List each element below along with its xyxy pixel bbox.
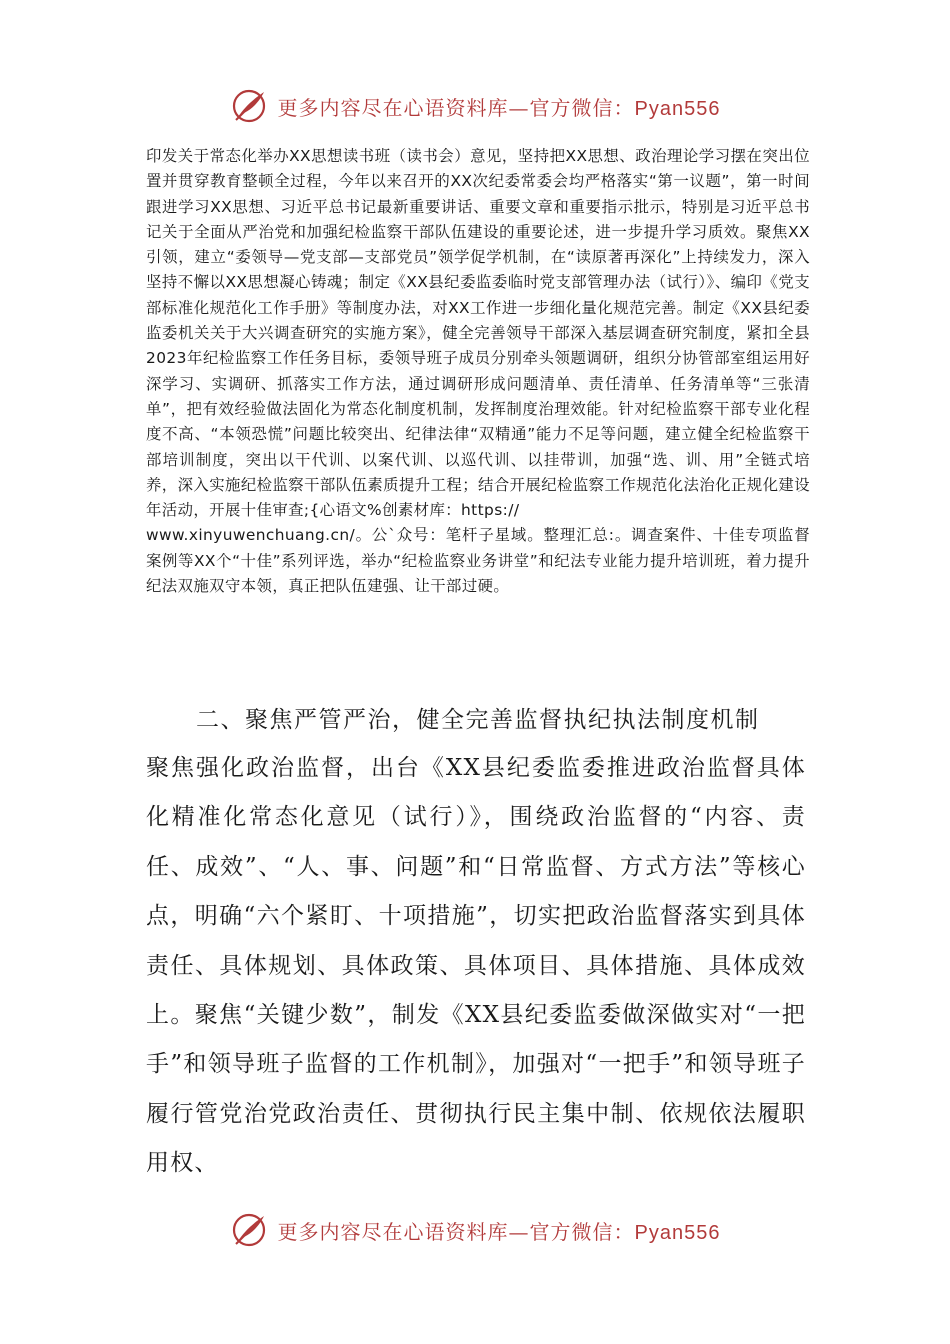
banner-text: 更多内容尽在心语资料库—官方微信：Pyan556	[277, 1219, 721, 1244]
body-paragraph-2: 聚焦强化政治监督，出台《XX县纪委监委推进政治监督具体化精准化常态化意见（试行）》，围绕政治监督的“内容、责任、成效”、“人、事、问题”和“日常监督、方式方法”等核心点，明确“六个紧盯、十项措施”，切实把政治监督落实到具体责任、具体规划、具体政策、具体项目、具体措施、具体成效上。聚焦“关键少数”，制发《XX县纪委监委做深做实对“一把手”和领导班子监督的工作机制》，加强对“一把手”和领导班子履行管党治党政治责任、贯彻执行民主集中制、依规依法履职用权、	[146, 755, 806, 1177]
header-banner	[0, 82, 950, 130]
section-heading: 二、聚焦严管严治，健全完善监督执纪执法制度机制	[196, 707, 760, 733]
banner-text: 更多内容尽在心语资料库—官方微信：Pyan556	[277, 95, 721, 120]
wechat-id: Pyan556	[634, 97, 721, 120]
body-paragraph-1: 印发关于常态化举办XX思想读书班（读书会）意见，坚持把XX思想、政治理论学习摆在突出位置并贯穿教育整顿全过程，今年以来召开的XX次纪委常委会均严格落实“第一议题”，第一时间跟进学习XX思想、习近平总书记最新重要讲话、重要文章和重要指示批示，特别是习近平总书记关于全面从严治党和加强纪检监察干部队伍建设的重要论述，进一步提升学习质效。聚焦XX引领，建立“委领导—党支部—支部党员”领学促学机制，在“读原著再深化”上持续发力，深入坚持不懈以XX思想凝心铸魂；制定《XX县纪委监委临时党支部管理办法（试行）》、编印《党支部标准化规范化工作手册》等制度办法，对XX工作进一步细化量化规范完善。制定《XX县纪委监委机关关于大兴调查研究的实施方案》，健全完善领导干部深入基层调查研究制度，紧扣全县2023年纪检监察工作任务目标，委领导班子成员分别牵头领题调研，组织分协管部室组运用好深学习、实调研、抓落实工作方法，通过调研形成问题清单、责任清单、任务清单等“三张清单”，把有效经验做法固化为常态化制度机制，发挥制度治理效能。针对纪检监察干部专业化程度不高、“本领恐慌”问题比较突出、纪律法律“双精通”能力不足等问题，建立健全纪检监察干部培训制度，突出以干代训、以案代训、以巡代训、以挂带训，加强“选、训、用”全链式培养，深入实施纪检监察干部队伍素质提升工程；结合开展纪检监察工作规范化法治化正规化建设年活动，开展十佳审查;{心语文%创素材库：https:// www.xinyuwenchuang.cn/。公`众号：笔杆子星域。整理汇总:。调查案件、十佳专项监督案例等XX个“十佳”系列评选，举办“纪检监察业务讲堂”和纪法专业能力提升培训班，着力提升纪法双施双守本领，真正把队伍建强、让干部过硬。	[146, 147, 810, 596]
wechat-id: Pyan556	[634, 1221, 721, 1244]
quill-logo-icon	[230, 1210, 270, 1250]
footer-banner	[0, 1206, 950, 1254]
quill-logo-icon	[230, 86, 270, 126]
